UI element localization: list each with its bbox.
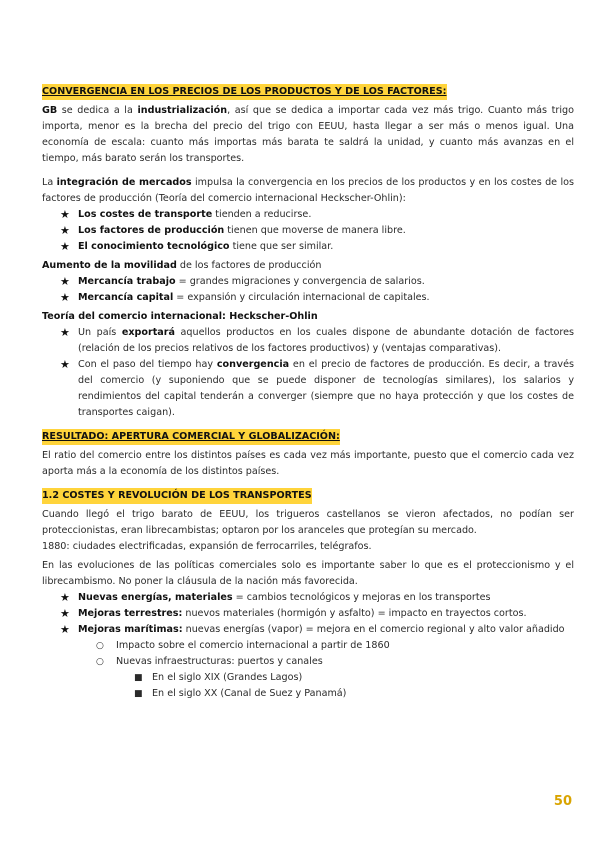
- bold-text: Nuevas energías, materiales: [78, 592, 233, 603]
- text: = cambios tecnológicos y mejoras en los transportes: [232, 592, 491, 603]
- text: = expansión y circulación internacional de capitales.: [173, 292, 430, 303]
- paragraph-teoria: [42, 309, 574, 325]
- text: Nuevas infraestructuras: puertos y canales: [116, 656, 323, 667]
- text: Con el paso del tiempo hay: [78, 359, 217, 370]
- star-icon: ★: [60, 358, 70, 371]
- list-item: [96, 654, 574, 670]
- sub-sub-list: [42, 670, 574, 702]
- bold-text: GB: [42, 105, 58, 116]
- paragraph-integracion: [42, 175, 574, 207]
- list-item: [60, 590, 574, 606]
- text: aquellos productos en los cuales dispone de abundante dotación de factores (relación de los precios relativos de los factores productivos) y (ventajas comparativas).: [78, 327, 574, 354]
- square-bullet-icon: ■: [134, 689, 143, 699]
- list-item: [60, 357, 574, 421]
- list-item: [60, 207, 574, 223]
- text: se dedica a la: [57, 105, 138, 116]
- paragraph-movilidad: [42, 258, 574, 274]
- sub-list: [42, 638, 574, 670]
- text: nuevas energías (vapor) = mejora en el comercio regional y alto valor añadido: [182, 624, 565, 635]
- bold-text: Mercancía capital: [78, 292, 174, 303]
- section-heading-resultado: RESULTADO: APERTURA COMERCIAL Y GLOBALIZACIÓN:: [42, 429, 340, 445]
- bullet-list-requisitos: [42, 207, 574, 255]
- bold-text: Los factores de producción: [78, 225, 225, 236]
- document-page: [42, 84, 574, 702]
- paragraph-trigo: Cuando llegó el trigo barato de EEUU, los trigueros castellanos se vieron afectados, no podían ser proteccionistas, eran librecambistas; optaron por los aranceles que protegían su mercado.: [42, 509, 574, 536]
- bold-text: convergencia: [216, 359, 290, 370]
- list-item: [60, 274, 574, 290]
- circle-bullet-icon: ○: [96, 657, 104, 667]
- list-item: [60, 606, 574, 622]
- text: de los factores de producción: [176, 260, 322, 271]
- paragraph-politicas: En las evoluciones de las políticas comerciales solo es importante saber lo que es el proteccionismo y el librecambismo. No poner la cláusula de la nación más favorecida.: [42, 560, 574, 587]
- paragraph-ratio: El ratio del comercio entre los distintos países es cada vez más importante, puesto que el comercio cada vez aporta más a la economía de los distintos países.: [42, 450, 574, 477]
- star-icon: ★: [60, 240, 70, 253]
- section-heading-transportes: 1.2 COSTES Y REVOLUCIÓN DE LOS TRANSPORTES: [42, 488, 312, 504]
- star-icon: ★: [60, 623, 70, 636]
- list-item: [60, 290, 574, 306]
- bold-text: exportará: [121, 327, 175, 338]
- bold-text: Mercancía trabajo: [78, 276, 176, 287]
- bold-text: industrialización: [137, 105, 228, 116]
- list-item: [60, 239, 574, 255]
- bold-text: El conocimiento tecnológico: [78, 241, 230, 252]
- bold-text: Los costes de transporte: [78, 209, 213, 220]
- list-item: [60, 622, 574, 638]
- text: = grandes migraciones y convergencia de salarios.: [175, 276, 425, 287]
- list-item: [96, 638, 574, 654]
- paragraph-1880: 1880: ciudades electrificadas, expansión de ferrocarriles, telégrafos.: [42, 541, 372, 552]
- text: nuevos materiales (hormigón y asfalto) = impacto en trayectos cortos.: [182, 608, 527, 619]
- text: Un país: [78, 327, 122, 338]
- list-item: [60, 223, 574, 239]
- section-heading-convergencia: CONVERGENCIA EN LOS PRECIOS DE LOS PRODUCTOS Y DE LOS FACTORES:: [42, 84, 447, 100]
- text: tienden a reducirse.: [212, 209, 312, 220]
- text: tiene que ser similar.: [229, 241, 334, 252]
- bold-text: integración de mercados: [56, 177, 192, 188]
- bold-text: Aumento de la movilidad: [42, 260, 177, 271]
- star-icon: ★: [60, 208, 70, 221]
- bullet-list-movilidad: [42, 274, 574, 306]
- text: tienen que moverse de manera libre.: [224, 225, 406, 236]
- text: En el siglo XX (Canal de Suez y Panamá): [152, 688, 347, 699]
- star-icon: ★: [60, 326, 70, 339]
- circle-bullet-icon: ○: [96, 641, 104, 651]
- star-icon: ★: [60, 607, 70, 620]
- text: En el siglo XIX (Grandes Lagos): [152, 672, 303, 683]
- text: , así que se dedica a importar cada vez más trigo. Cuanto más trigo importa, menor es la brecha del precio del trigo con EEUU, hasta llegar a ser más o menos igual. Una economía de escala: cuanto más importas más barata te saldrá la unidad, y cuanto más avanzas en el tiempo, más barato serán los transportes.: [42, 105, 574, 164]
- star-icon: ★: [60, 591, 70, 604]
- list-item: [134, 686, 574, 702]
- bold-text: Mejoras terrestres:: [78, 608, 183, 619]
- bullet-list-transportes: [42, 590, 574, 638]
- bold-text: Teoría del comercio internacional: Heckscher-Ohlin: [42, 311, 318, 322]
- text: La: [42, 177, 57, 188]
- square-bullet-icon: ■: [134, 673, 143, 683]
- bold-text: Mejoras marítimas:: [78, 624, 183, 635]
- star-icon: ★: [60, 291, 70, 304]
- bullet-list-teoria: [42, 325, 574, 421]
- list-item: [134, 670, 574, 686]
- text: impulsa la convergencia en los precios de los productos y en los costes de los factores de producción (Teoría del comercio internacional Heckscher-Ohlin):: [42, 177, 574, 204]
- page-number: 50: [553, 794, 572, 809]
- list-item: [60, 325, 574, 357]
- text: Impacto sobre el comercio internacional a partir de 1860: [116, 640, 390, 651]
- star-icon: ★: [60, 224, 70, 237]
- text: en el precio de factores de producción. Es decir, a través del comercio (y suponiendo que se puede disponer de tecnologías similares), los salarios y rendimientos del capital tenderán a converger (siempre que no haya protección y que los costes de transportes caigan).: [78, 359, 574, 418]
- paragraph-gb: [42, 103, 574, 167]
- star-icon: ★: [60, 275, 70, 288]
